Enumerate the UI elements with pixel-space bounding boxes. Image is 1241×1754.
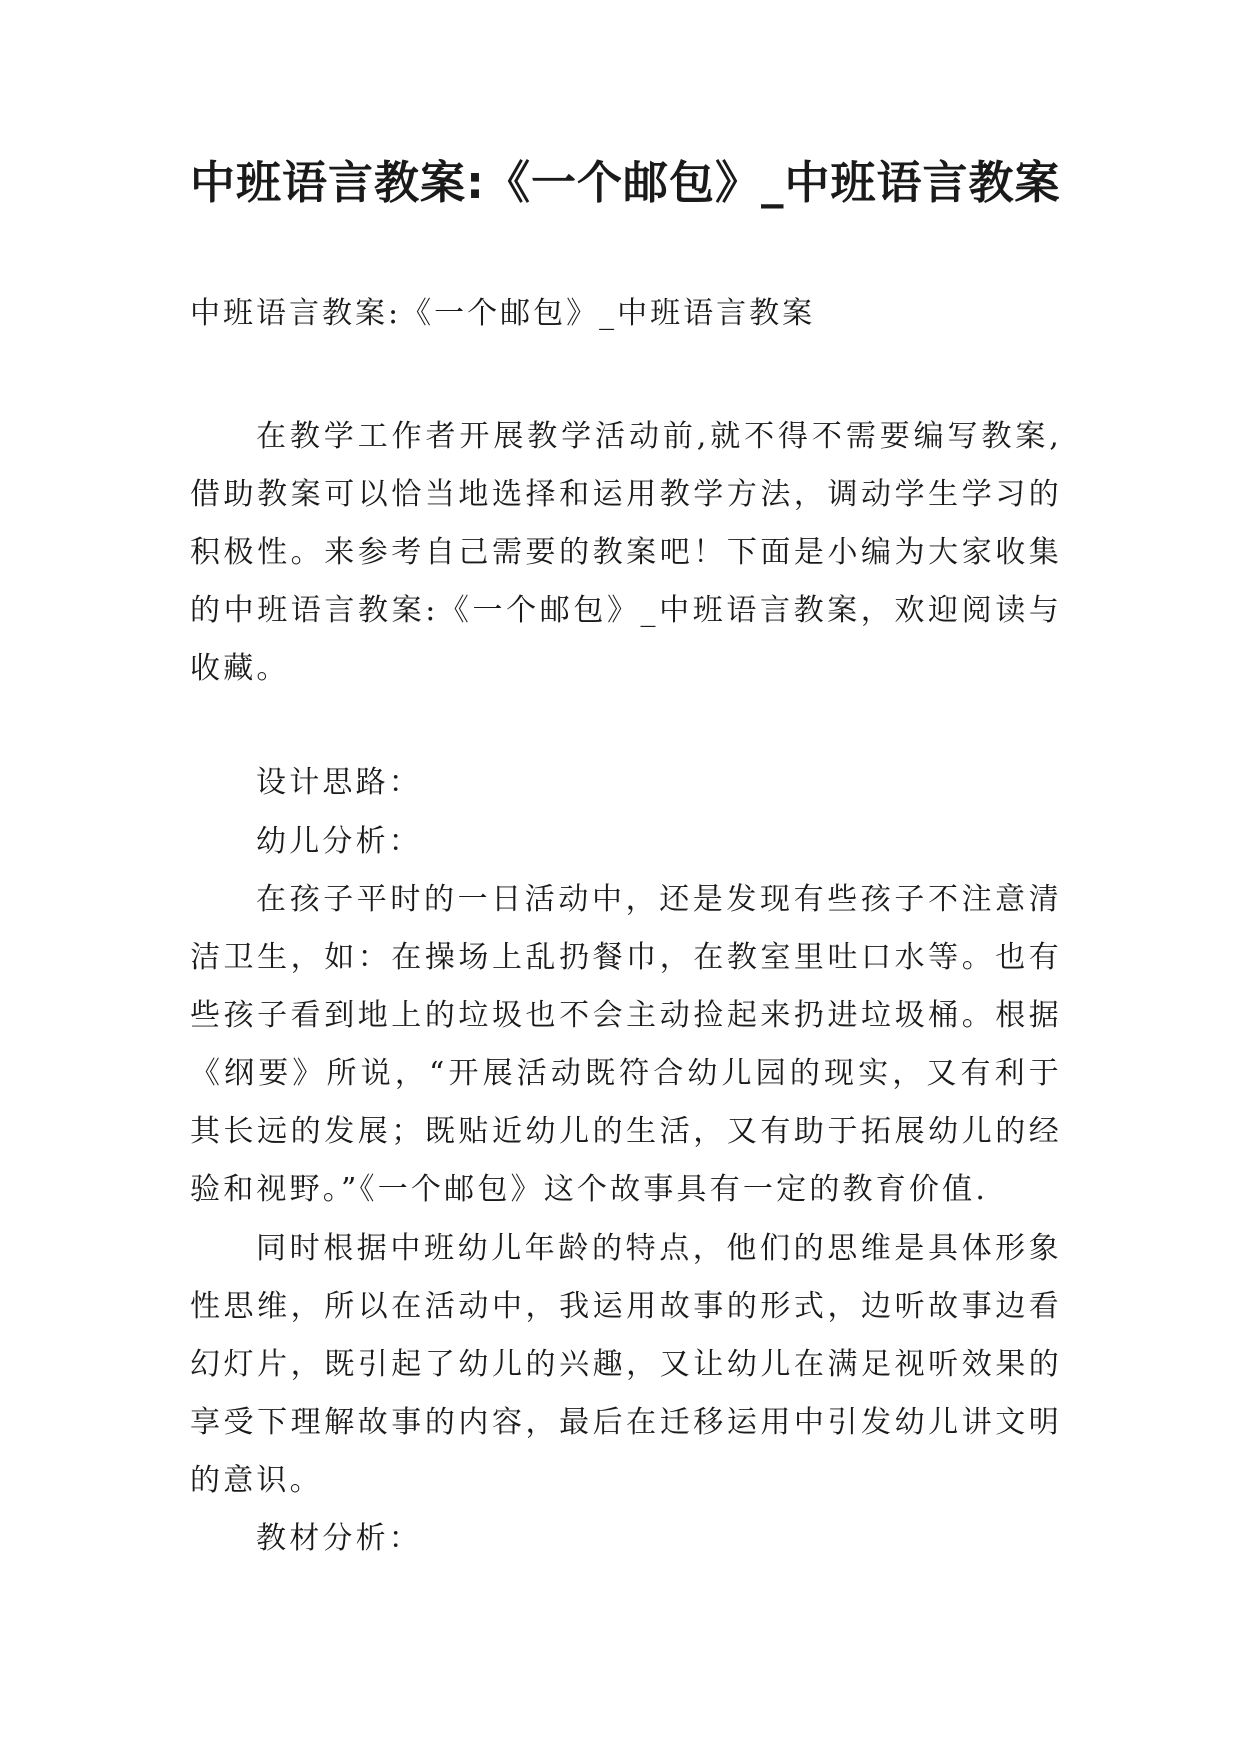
intro-paragraph: 在教学工作者开展教学活动前,就不得不需要编写教案,借助教案可以恰当地选择和运用教学方法，调动学生学习的积极性。来参考自己需要的教案吧！下面是小编为大家收集的中班语言教案:《一个邮包》_中班语言教案，欢迎阅读与收藏。 — [190, 419, 1062, 686]
page-title: 中班语言教案:《一个邮包》_中班语言教案 — [190, 156, 1061, 209]
material-analysis-heading: 教材分析： — [256, 1521, 422, 1556]
age-features-paragraph: 同时根据中班幼儿年龄的特点，他们的思维是具体形象性思维，所以在活动中，我运用故事的形式，边听故事边看幻灯片，既引起了幼儿的兴趣，又让幼儿在满足视听效果的享受下理解故事的内容，最后在迁移运用中引发幼儿讲文明的意识。 — [190, 1231, 1062, 1498]
design-heading: 设计思路： — [256, 765, 422, 800]
child-analysis-heading: 幼儿分析： — [256, 824, 422, 859]
observation-paragraph: 在孩子平时的一日活动中，还是发现有些孩子不注意清洁卫生，如：在操场上乱扔餐巾，在教室里吐口水等。也有些孩子看到地上的垃圾也不会主动捡起来扔进垃圾桶。根据《纲要》所说，“开展活动既符合幼儿园的现实，又有利于其长远的发展；既贴近幼儿的生活，又有助于拓展幼儿的经验和视野。”《一个邮包》这个故事具有一定的教育价值. — [190, 882, 1062, 1207]
page-subtitle: 中班语言教案:《一个邮包》_中班语言教案 — [190, 296, 816, 331]
